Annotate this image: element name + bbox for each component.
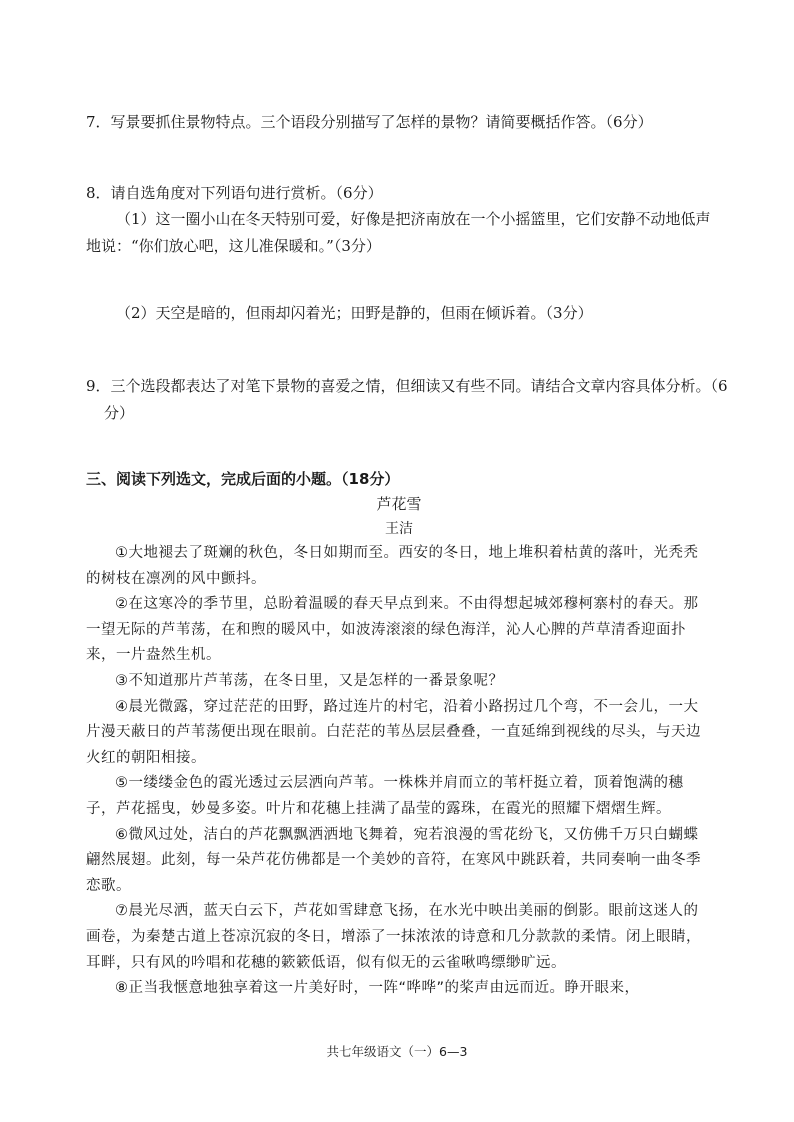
page-footer: 共七年级语文（一）6—3: [326, 1044, 468, 1059]
passage-body: [86, 541, 712, 1002]
paragraph-7: ⑦晨光尽洒，蓝天白云下，芦花如雪肆意飞扬，在水光中映出美丽的倒影。眼前这迷人的画卷，为秦楚古道上苍凉沉寂的冬日，增添了一抹浓浓的诗意和几分款款的柔情。闭上眼睛，耳畔，只有风的吟唱和花穗的簌簌低语，似有似无的云雀啾鸣缥缈旷远。: [86, 903, 701, 971]
paragraph-1: ①大地褪去了斑斓的秋色，冬日如期而至。西安的冬日，地上堆积着枯黄的落叶，光秃秃的树枝在凛冽的风中颤抖。: [86, 545, 699, 587]
question-8-2: （2）天空是暗的，但雨却闪着光；田野是静的，但雨在倾诉着。（3分）: [116, 304, 593, 322]
section-3-heading: 三、阅读下列选文，完成后面的小题。（18分）: [86, 470, 400, 488]
paragraph-3: ③不知道那片芦苇荡，在冬日里，又是怎样的一番景象呢？: [115, 672, 504, 689]
question-8-1: （1）这一圈小山在冬天特别可爱，好像是把济南放在一个小摇篮里，它们安静不动地低声地说：“你们放心吧，这儿准保暖和。”（3分）: [86, 210, 711, 255]
passage-title: 芦花雪: [376, 495, 422, 513]
question-9: 9．三个选段都表达了对笔下景物的喜爱之情，但细读又有些不同。请结合文章内容具体分析。（6分）: [86, 377, 728, 422]
paragraph-8: ⑧正当我惬意地独享着这一片美好时，一阵“哗哗”的桨声由远而近。睁开眼来，: [115, 980, 640, 997]
question-7: 7．写景要抓住景物特点。三个语段分别描写了怎样的景物？请简要概括作答。（6分）: [86, 113, 653, 131]
passage-author: 王洁: [385, 521, 413, 537]
question-8: 8．请自选角度对下列语句进行赏析。（6分）: [86, 184, 383, 202]
paragraph-2: ②在这寒冷的季节里，总盼着温暖的春天早点到来。不由得想起城郊穆柯寨村的春天。那一望无际的芦苇荡，在和煦的暖风中，如波涛滚滚的绿色海洋，沁人心脾的芦草清香迎面扑来，一片盎然生机。: [86, 596, 699, 664]
paragraph-4: ④晨光微露，穿过茫茫的田野，路过连片的村宅，沿着小路拐过几个弯，不一会儿，一大片漫天蔽日的芦苇荡便出现在眼前。白茫茫的苇丛层层叠叠，一直延绵到视线的尽头，与天边火红的朝阳相接。: [86, 698, 701, 766]
paragraph-5: ⑤一缕缕金色的霞光透过云层洒向芦苇。一株株并肩而立的苇杆挺立着，顶着饱满的穗子，芦花摇曳，妙曼多姿。叶片和花穗上挂满了晶莹的露珠，在霞光的照耀下熠熠生辉。: [86, 775, 684, 817]
paragraph-6: ⑥微风过处，洁白的芦花飘飘洒洒地飞舞着，宛若浪漫的雪花纷飞，又仿佛千万只白蝴蝶翩然展翅。此刻，每一朵芦花仿佛都是一个美妙的音符，在寒风中跳跃着，共同奏响一曲冬季恋歌。: [86, 826, 701, 894]
